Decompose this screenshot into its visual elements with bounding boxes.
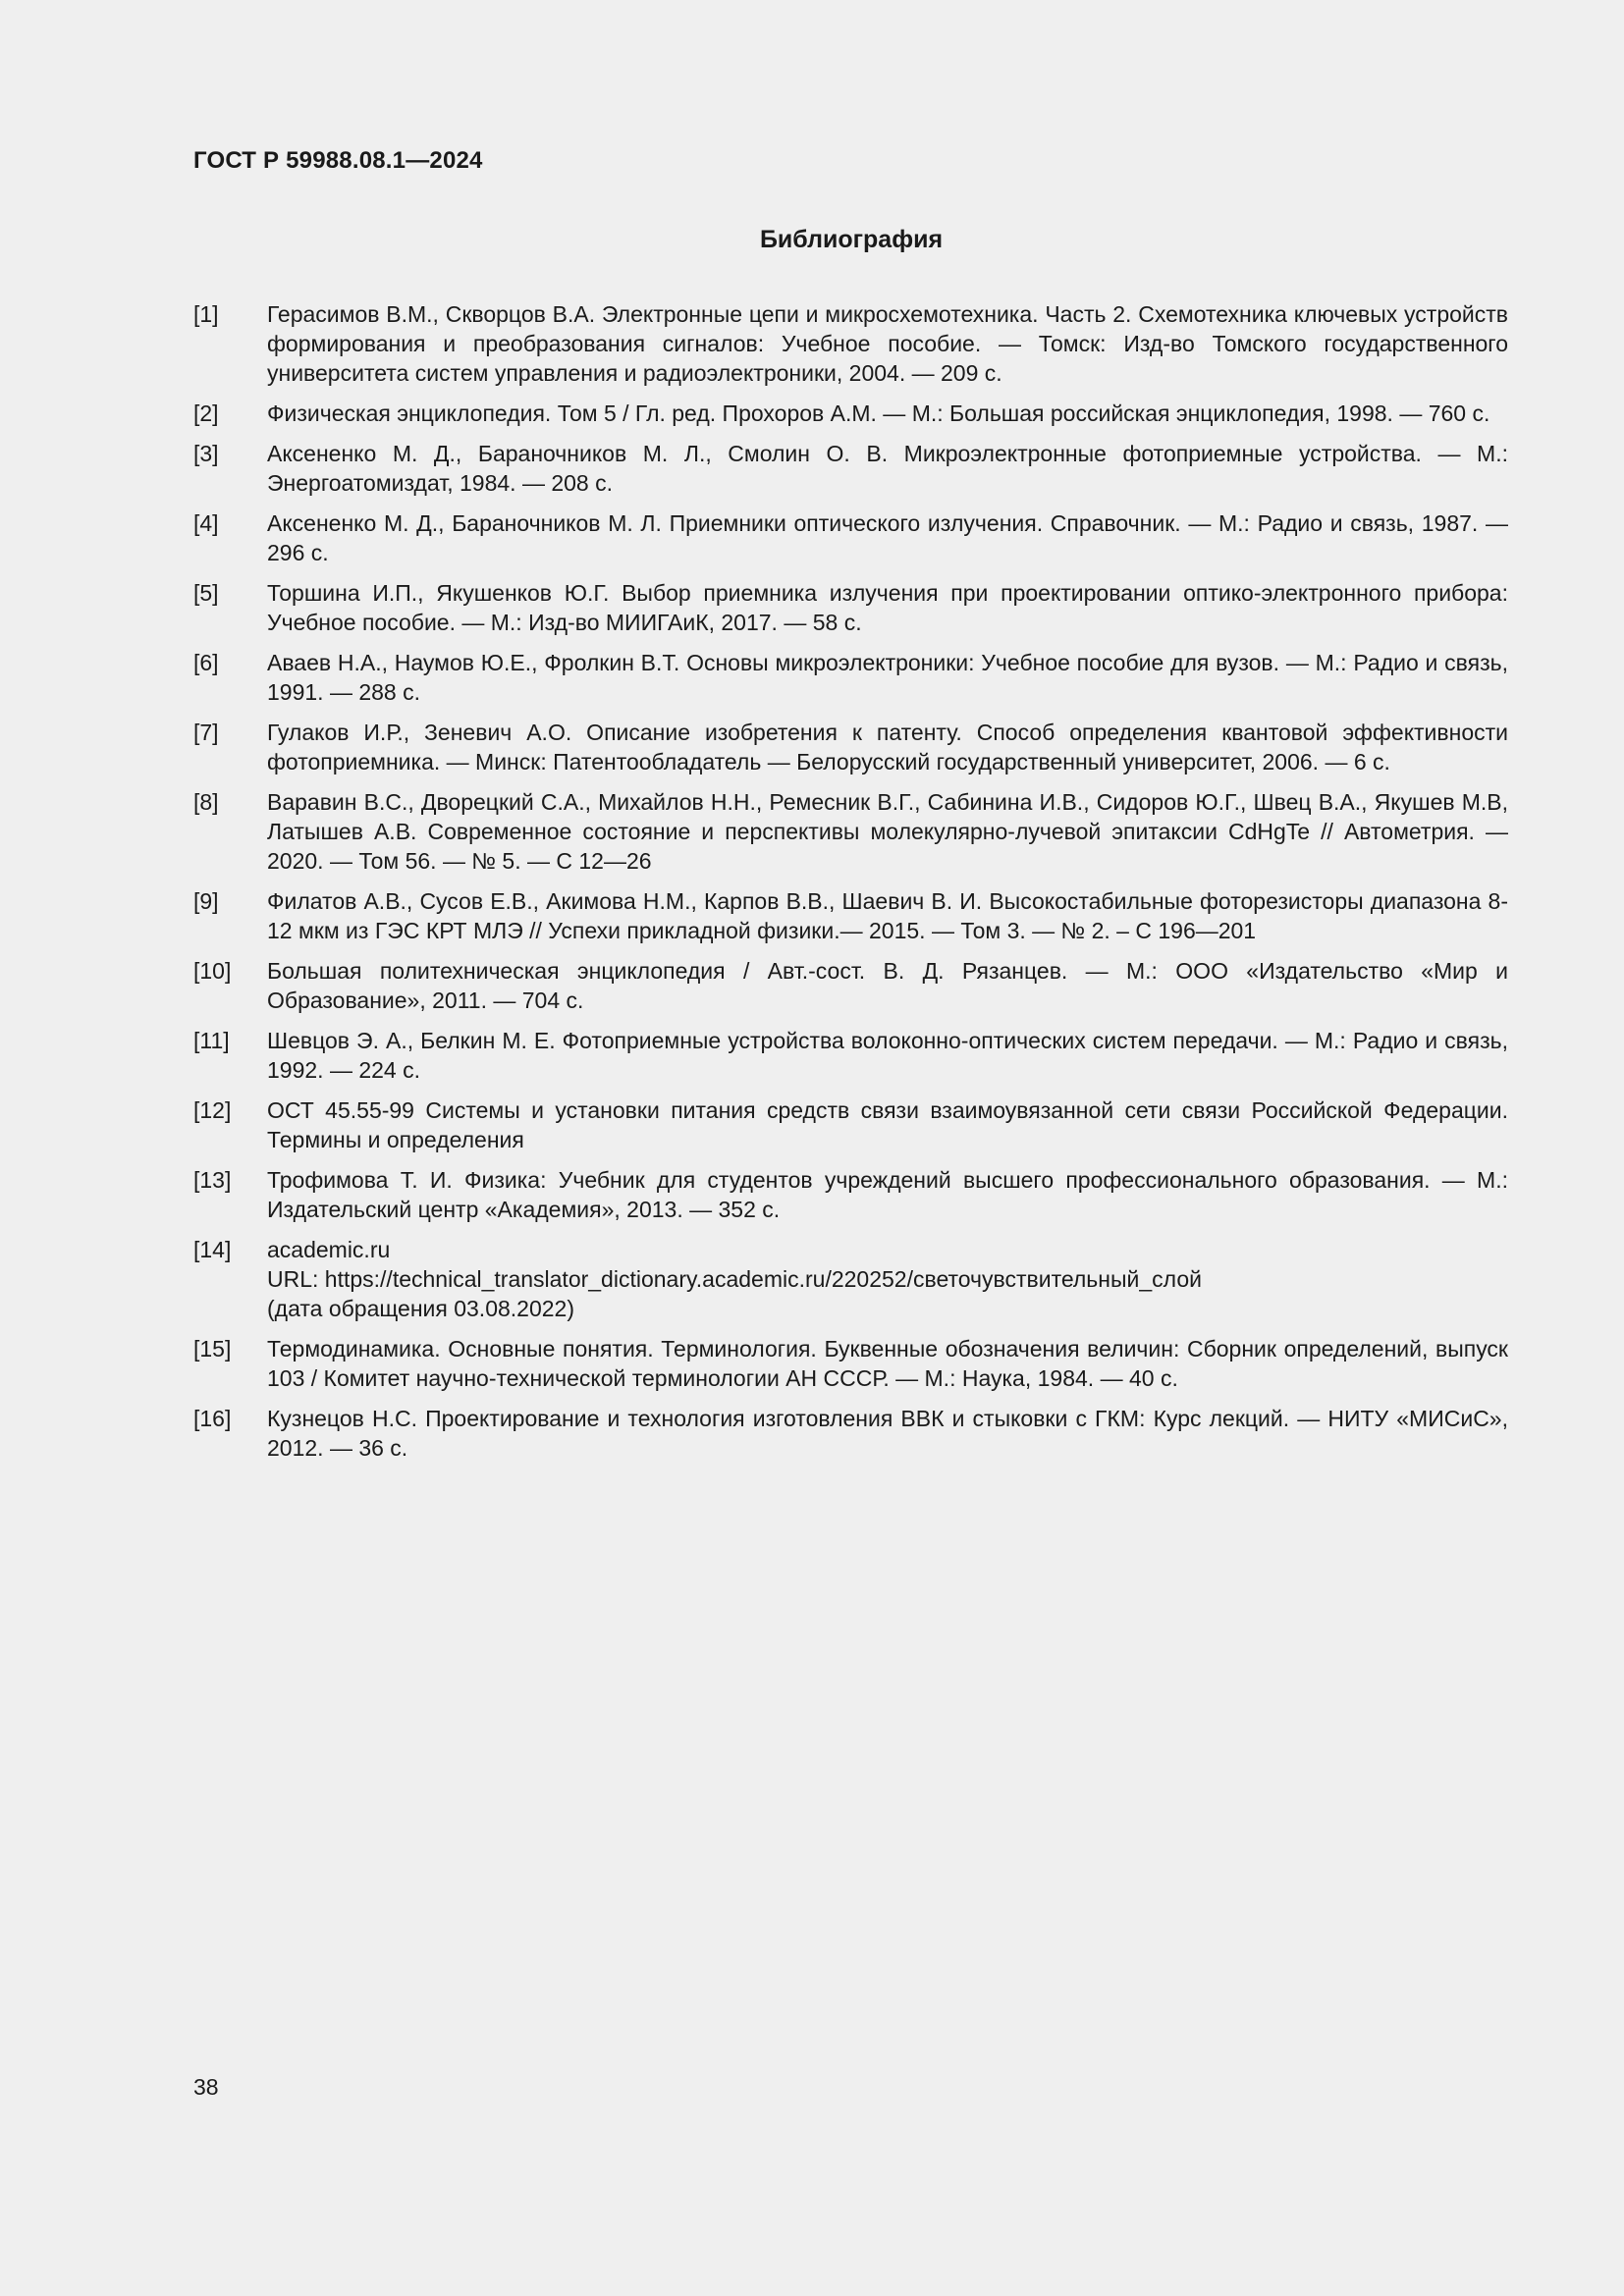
bibliography-number: [12] [193,1097,232,1123]
bibliography-text: Аваев Н.А., Наумов Ю.Е., Фролкин В.Т. Основы микроэлектроники: Учебное пособие для вузов. — М.: Радио и связь, 1991. — 288 с. [267,650,1508,705]
bibliography-url: URL: https://technical_translator_dictionary.academic.ru/220252/светочувствительный_слой [267,1266,1202,1292]
bibliography-item [193,1235,1508,1323]
bibliography-number: [13] [193,1167,232,1193]
bibliography-item [193,718,1508,776]
bibliography-number: [8] [193,789,219,815]
bibliography-item [193,648,1508,707]
bibliography-number: [6] [193,650,219,675]
bibliography-item [193,299,1508,388]
bibliography-number: [2] [193,400,219,426]
bibliography-number: [10] [193,958,232,984]
bibliography-number: [4] [193,510,219,536]
bibliography-text: Герасимов В.М., Скворцов В.А. Электронные цепи и микросхемотехника. Часть 2. Схемотехника ключевых устройств формирования и преобразования сигналов: Учебное пособие. — Томск: Изд-во Томского государственного университета систем управления и радиоэлектроники, 2004. — 209 с. [267,301,1508,386]
bibliography-item [193,508,1508,567]
section-title: Библиография [759,226,944,253]
bibliography-text: Шевцов Э. А., Белкин М. Е. Фотоприемные устройства волоконно-оптических систем передачи. — М.: Радио и связь, 1992. — 224 с. [267,1028,1508,1083]
bibliography-number: [1] [193,301,219,327]
bibliography-number: [7] [193,720,219,745]
bibliography-text [267,1235,1508,1323]
bibliography-text: Варавин В.С., Дворецкий С.А., Михайлов Н.Н., Ремесник В.Г., Сабинина И.В., Сидоров Ю.Г., Швец В.А., Якушев М.В, Латышев А.В. Современное состояние и перспективы молекулярно-лучевой эпитаксии CdHgTe // Автометрия. — 2020. — Том 56. — № 5. — С 12—26 [267,789,1508,874]
bibliography-text: ОСТ 45.55-99 Системы и установки питания средств связи взаимоувязанной сети связи Российской Федерации. Термины и определения [267,1097,1508,1152]
bibliography-number: [14] [193,1237,232,1262]
bibliography-text: Кузнецов Н.С. Проектирование и технология изготовления ВВК и стыковки с ГКМ: Курс лекций. — НИТУ «МИСиС», 2012. — 36 с. [267,1406,1508,1461]
bibliography-text: Термодинамика. Основные понятия. Терминология. Буквенные обозначения величин: Сборник определений, выпуск 103 / Комитет научно-технической терминологии АН СССР. — М.: Наука, 1984. — 40 с. [267,1336,1508,1391]
bibliography-text: Аксененко М. Д., Бараночников М. Л. Приемники оптического излучения. Справочник. — М.: Радио и связь, 1987. — 296 с. [267,510,1508,565]
bibliography-item [193,399,1508,428]
page-number: 38 [193,2074,219,2100]
bibliography-item [193,787,1508,876]
bibliography-text: Аксененко М. Д., Бараночников М. Л., Смолин О. В. Микроэлектронные фотоприемные устройства. — М.: Энергоатомиздат, 1984. — 208 с. [267,441,1508,496]
bibliography-item [193,1334,1508,1393]
bibliography-number: [5] [193,580,219,606]
bibliography-text: Филатов А.В., Сусов Е.В., Акимова Н.М., Карпов В.В., Шаевич В. И. Высокостабильные фоторезисторы диапазона 8-12 мкм из ГЭС КРТ МЛЭ // Успехи прикладной физики.— 2015. — Том 3. — № 2. – С 196—201 [267,888,1508,943]
bibliography-item [193,439,1508,498]
bibliography-text: Физическая энциклопедия. Том 5 / Гл. ред. Прохоров А.М. — М.: Большая российская энциклопедия, 1998. — 760 с. [267,400,1490,426]
bibliography-item [193,1026,1508,1085]
bibliography-number: [9] [193,888,219,914]
bibliography-access-date: (дата обращения 03.08.2022) [267,1296,574,1321]
bibliography-item [193,578,1508,637]
bibliography-number: [11] [193,1028,230,1053]
bibliography-item [193,1095,1508,1154]
document-code: ГОСТ Р 59988.08.1—2024 [193,147,483,174]
bibliography-item [193,886,1508,945]
bibliography-text: Гулаков И.Р., Зеневич А.О. Описание изобретения к патенту. Способ определения квантовой эффективности фотоприемника. — Минск: Патентообладатель — Белорусский государственный университет, 2006. — 6 с. [267,720,1508,774]
bibliography-text: Большая политехническая энциклопедия / Авт.-сост. В. Д. Рязанцев. — М.: ООО «Издательство «Мир и Образование», 2011. — 704 с. [267,958,1508,1013]
bibliography-number: [15] [193,1336,232,1362]
bibliography-list [193,299,1508,1473]
bibliography-number: [3] [193,441,219,466]
bibliography-number: [16] [193,1406,232,1431]
bibliography-item [193,1404,1508,1463]
bibliography-text: Трофимова Т. И. Физика: Учебник для студентов учреждений высшего профессионального образования. — М.: Издательский центр «Академия», 2013. — 352 с. [267,1167,1508,1222]
bibliography-item [193,956,1508,1015]
bibliography-source: academic.ru [267,1237,391,1262]
bibliography-item [193,1165,1508,1224]
bibliography-text: Торшина И.П., Якушенков Ю.Г. Выбор приемника излучения при проектировании оптико-электронного прибора: Учебное пособие. — М.: Изд-во МИИГАиК, 2017. — 58 с. [267,580,1508,635]
